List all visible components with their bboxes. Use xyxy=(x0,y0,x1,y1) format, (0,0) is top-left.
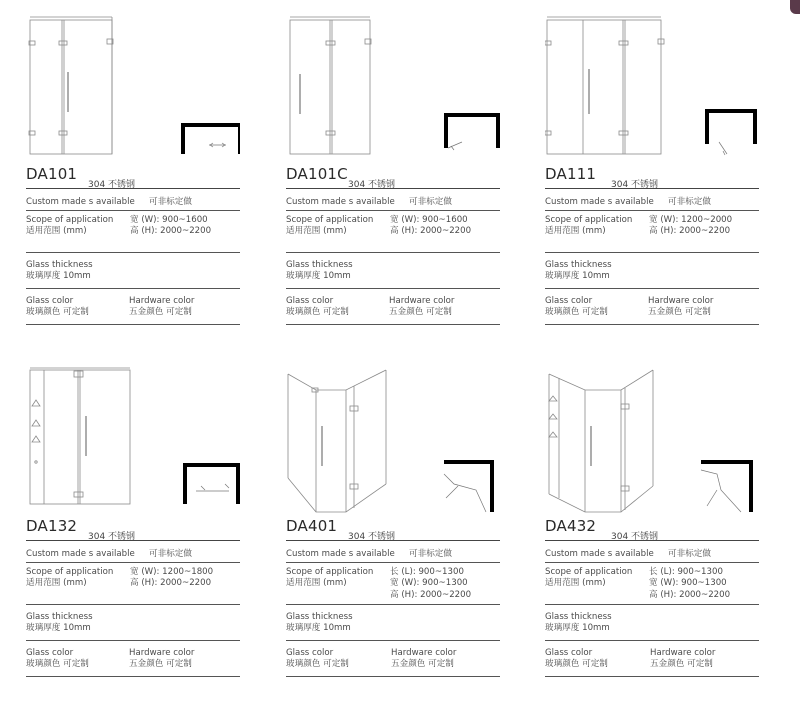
custom-label-cn: 可非标定做 xyxy=(668,197,711,207)
material-label: 304 不锈钢 xyxy=(88,532,136,542)
divider xyxy=(545,288,759,289)
divider xyxy=(26,640,240,641)
glass-color-label: Glass color xyxy=(545,648,593,658)
scope-label: Scope of application xyxy=(26,215,114,225)
divider xyxy=(26,210,240,211)
dimension-value: 高 (H): 2000~2200 xyxy=(390,590,472,600)
divider xyxy=(545,604,759,605)
glass-thickness-label-cn: 玻璃厚度 10mm xyxy=(286,623,351,633)
glass-color-label-cn: 玻璃颜色 可定制 xyxy=(545,307,608,317)
glass-color-label: Glass color xyxy=(286,648,334,658)
divider xyxy=(286,676,500,677)
custom-label-cn: 可非标定做 xyxy=(149,197,192,207)
divider xyxy=(26,540,240,541)
da432-drawing xyxy=(545,366,759,528)
product-card-da101c xyxy=(286,14,500,332)
divider xyxy=(545,640,759,641)
divider xyxy=(26,288,240,289)
custom-label-cn: 可非标定做 xyxy=(149,549,192,559)
divider xyxy=(545,324,759,325)
dimension-value: 高 (H): 2000~2200 xyxy=(649,590,731,600)
scope-label: Scope of application xyxy=(286,215,374,225)
scope-label-cn: 适用范围 (mm) xyxy=(545,578,606,588)
glass-color-label: Glass color xyxy=(286,296,334,306)
glass-thickness-label: Glass thickness xyxy=(286,260,353,270)
glass-color-label-cn: 玻璃颜色 可定制 xyxy=(26,659,89,669)
scope-label-cn: 适用范围 (mm) xyxy=(26,226,87,236)
hardware-color-label-cn: 五金颜色 可定制 xyxy=(391,659,454,669)
divider xyxy=(545,210,759,211)
divider xyxy=(286,188,500,189)
hardware-color-label-cn: 五金颜色 可定制 xyxy=(129,659,192,669)
divider xyxy=(26,562,240,563)
divider xyxy=(286,640,500,641)
product-card-da111 xyxy=(545,14,759,332)
custom-label: Custom made s available xyxy=(286,549,395,559)
material-label: 304 不锈钢 xyxy=(348,532,396,542)
divider xyxy=(545,252,759,253)
product-code: DA401 xyxy=(286,517,338,535)
glass-color-label: Glass color xyxy=(545,296,593,306)
glass-thickness-label: Glass thickness xyxy=(545,612,612,622)
divider xyxy=(545,676,759,677)
hardware-color-label-cn: 五金颜色 可定制 xyxy=(648,307,711,317)
hardware-color-label: Hardware color xyxy=(129,648,195,658)
dimension-value: 宽 (W): 900~1300 xyxy=(390,578,468,588)
divider xyxy=(286,210,500,211)
glass-thickness-label-cn: 玻璃厚度 10mm xyxy=(545,623,610,633)
da101-drawing xyxy=(26,14,240,176)
dimension-value: 长 (L): 900~1300 xyxy=(649,567,723,577)
dimension-value: 宽 (W): 1200~1800 xyxy=(130,567,214,577)
divider xyxy=(26,324,240,325)
hardware-color-label: Hardware color xyxy=(650,648,716,658)
material-label: 304 不锈钢 xyxy=(88,180,136,190)
custom-label: Custom made s available xyxy=(286,197,395,207)
product-card-da401 xyxy=(286,366,500,684)
product-card-da432 xyxy=(545,366,759,684)
da401-drawing xyxy=(286,366,500,528)
glass-color-label: Glass color xyxy=(26,648,74,658)
divider xyxy=(286,540,500,541)
divider xyxy=(545,540,759,541)
hardware-color-label: Hardware color xyxy=(389,296,455,306)
da111-drawing xyxy=(545,14,759,176)
material-label: 304 不锈钢 xyxy=(611,180,659,190)
hardware-color-label-cn: 五金颜色 可定制 xyxy=(650,659,713,669)
custom-label-cn: 可非标定做 xyxy=(409,197,452,207)
product-code: DA432 xyxy=(545,517,597,535)
glass-color-label: Glass color xyxy=(26,296,74,306)
divider xyxy=(286,604,500,605)
hardware-color-label: Hardware color xyxy=(648,296,714,306)
product-code: DA111 xyxy=(545,165,597,183)
divider xyxy=(286,324,500,325)
hardware-color-label: Hardware color xyxy=(129,296,195,306)
product-card-da101 xyxy=(26,14,240,332)
custom-label: Custom made s available xyxy=(545,549,654,559)
da132-drawing xyxy=(26,366,240,528)
divider xyxy=(26,604,240,605)
scope-label: Scope of application xyxy=(26,567,114,577)
custom-label-cn: 可非标定做 xyxy=(409,549,452,559)
glass-color-label-cn: 玻璃颜色 可定制 xyxy=(26,307,89,317)
custom-label-cn: 可非标定做 xyxy=(668,549,711,559)
glass-color-label-cn: 玻璃颜色 可定制 xyxy=(286,307,349,317)
divider xyxy=(26,252,240,253)
glass-thickness-label-cn: 玻璃厚度 10mm xyxy=(26,623,91,633)
page-corner-tab xyxy=(790,0,800,14)
custom-label: Custom made s available xyxy=(545,197,654,207)
product-code: DA132 xyxy=(26,517,78,535)
scope-label-cn: 适用范围 (mm) xyxy=(545,226,606,236)
product-code: DA101 xyxy=(26,165,78,183)
divider xyxy=(26,676,240,677)
custom-label: Custom made s available xyxy=(26,197,135,207)
scope-label-cn: 适用范围 (mm) xyxy=(286,226,347,236)
dimension-value: 高 (H): 2000~2200 xyxy=(130,226,212,236)
hardware-color-label-cn: 五金颜色 可定制 xyxy=(389,307,452,317)
hardware-color-label: Hardware color xyxy=(391,648,457,658)
custom-label: Custom made s available xyxy=(26,549,135,559)
dimension-value: 宽 (W): 900~1600 xyxy=(130,215,208,225)
glass-thickness-label: Glass thickness xyxy=(545,260,612,270)
da101c-drawing xyxy=(286,14,500,176)
divider xyxy=(545,562,759,563)
material-label: 304 不锈钢 xyxy=(611,532,659,542)
divider xyxy=(286,252,500,253)
glass-color-label-cn: 玻璃颜色 可定制 xyxy=(545,659,608,669)
glass-thickness-label-cn: 玻璃厚度 10mm xyxy=(545,271,610,281)
dimension-value: 高 (H): 2000~2200 xyxy=(390,226,472,236)
glass-color-label-cn: 玻璃颜色 可定制 xyxy=(286,659,349,669)
divider xyxy=(545,188,759,189)
dimension-value: 长 (L): 900~1300 xyxy=(390,567,464,577)
product-card-da132 xyxy=(26,366,240,684)
dimension-value: 宽 (W): 900~1600 xyxy=(390,215,468,225)
scope-label-cn: 适用范围 (mm) xyxy=(286,578,347,588)
scope-label-cn: 适用范围 (mm) xyxy=(26,578,87,588)
glass-thickness-label-cn: 玻璃厚度 10mm xyxy=(286,271,351,281)
dimension-value: 宽 (W): 900~1300 xyxy=(649,578,727,588)
dimension-value: 高 (H): 2000~2200 xyxy=(130,578,212,588)
glass-thickness-label-cn: 玻璃厚度 10mm xyxy=(26,271,91,281)
product-code: DA101C xyxy=(286,165,348,183)
dimension-value: 高 (H): 2000~2200 xyxy=(649,226,731,236)
scope-label: Scope of application xyxy=(545,567,633,577)
hardware-color-label-cn: 五金颜色 可定制 xyxy=(129,307,192,317)
scope-label: Scope of application xyxy=(545,215,633,225)
scope-label: Scope of application xyxy=(286,567,374,577)
glass-thickness-label: Glass thickness xyxy=(286,612,353,622)
divider xyxy=(26,188,240,189)
glass-thickness-label: Glass thickness xyxy=(26,612,93,622)
divider xyxy=(286,288,500,289)
divider xyxy=(286,562,500,563)
dimension-value: 宽 (W): 1200~2000 xyxy=(649,215,733,225)
glass-thickness-label: Glass thickness xyxy=(26,260,93,270)
material-label: 304 不锈钢 xyxy=(348,180,396,190)
